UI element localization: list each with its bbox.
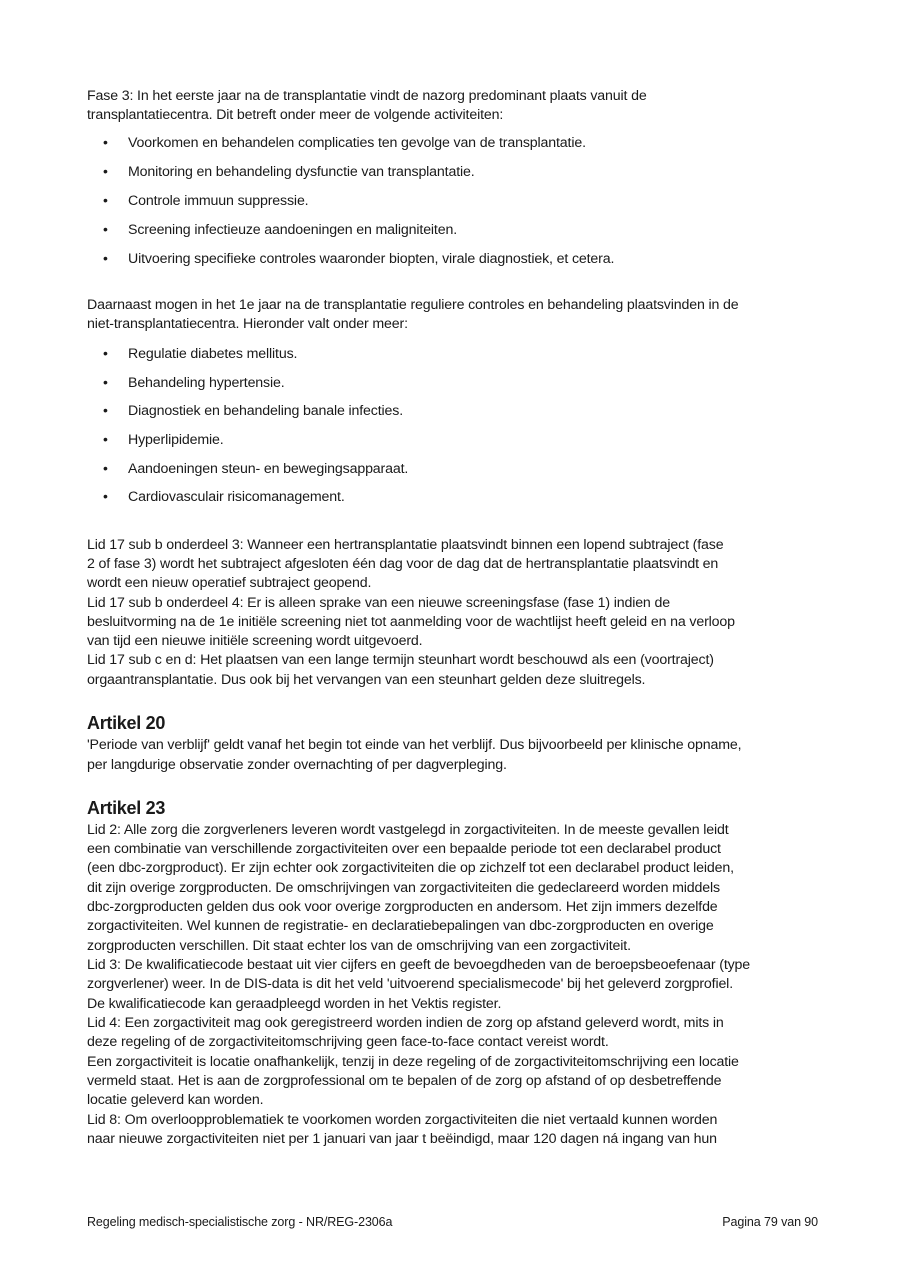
bullet-icon: • (103, 221, 108, 237)
paragraph-line: Lid 17 sub c en d: Het plaatsen van een lange termijn steunhart wordt beschouwd als een (voortraject) (87, 652, 714, 668)
list-item: Diagnostiek en behandeling banale infecties. (128, 403, 403, 419)
paragraph-line: Lid 17 sub b onderdeel 3: Wanneer een hertransplantatie plaatsvindt binnen een lopend subtraject (fase (87, 537, 724, 553)
paragraph-line: per langdurige observatie zonder overnachting of per dagverpleging. (87, 757, 507, 773)
paragraph-line: zorgactiviteiten. Wel kunnen de registratie- en declaratiebepalingen van dbc-zorgproducten en overige (87, 918, 714, 934)
paragraph-line: dbc-zorgproducten gelden dus ook voor overige zorgproducten en andersom. Het zijn immers dezelfde (87, 899, 718, 915)
bullet-icon: • (103, 374, 108, 390)
bullet-icon: • (103, 431, 108, 447)
paragraph-line: Een zorgactiviteit is locatie onafhankelijk, tenzij in deze regeling of de zorgactiviteitomschrijving een locatie (87, 1054, 739, 1070)
list-item: Aandoeningen steun- en bewegingsapparaat. (128, 461, 409, 477)
paragraph-line: deze regeling of de zorgactiviteitomschrijving geen face-to-face contact vereist wordt. (87, 1034, 609, 1050)
paragraph-line: 'Periode van verblijf' geldt vanaf het begin tot einde van het verblijf. Dus bijvoorbeeld per klinische opname, (87, 737, 742, 753)
bullet-icon: • (103, 402, 108, 418)
list-item: Hyperlipidemie. (128, 432, 224, 448)
list-item: Monitoring en behandeling dysfunctie van transplantatie. (128, 164, 475, 180)
list-item: Uitvoering specifieke controles waaronder biopten, virale diagnostiek, et cetera. (128, 251, 615, 267)
list-item: Regulatie diabetes mellitus. (128, 346, 298, 362)
list-item: Controle immuun suppressie. (128, 193, 309, 209)
paragraph-line: Lid 17 sub b onderdeel 4: Er is alleen sprake van een nieuwe screeningsfase (fase 1) indien de (87, 595, 670, 611)
list-item: Voorkomen en behandelen complicaties ten gevolge van de transplantatie. (128, 135, 586, 151)
paragraph-line: niet-transplantatiecentra. Hieronder valt onder meer: (87, 316, 408, 332)
paragraph-line: besluitvorming na de 1e initiële screening niet tot aanmelding voor de wachtlijst heeft geleid en na verloop (87, 614, 735, 630)
bullet-icon: • (103, 134, 108, 150)
bullet-icon: • (103, 250, 108, 266)
list-item: Cardiovasculair risicomanagement. (128, 489, 345, 505)
bullet-icon: • (103, 163, 108, 179)
paragraph-line: transplantatiecentra. Dit betreft onder meer de volgende activiteiten: (87, 107, 504, 123)
bullet-icon: • (103, 488, 108, 504)
bullet-icon: • (103, 192, 108, 208)
paragraph-line: wordt een nieuw operatief subtraject geopend. (87, 575, 372, 591)
document-title: Regeling medisch-specialistische zorg - NR/REG-2306a (87, 1215, 393, 1229)
paragraph-line: vermeld staat. Het is aan de zorgprofessional om te bepalen of de zorg op afstand of op desbetreffende (87, 1073, 722, 1089)
paragraph-line: dit zijn overige zorgproducten. De omschrijvingen van zorgactiviteiten die gedeclareerd worden middels (87, 880, 720, 896)
paragraph-line: Lid 3: De kwalificatiecode bestaat uit vier cijfers en geeft de bevoegdheden van de beroepsbeoefenaar (type (87, 957, 751, 973)
paragraph-line: locatie geleverd kan worden. (87, 1092, 264, 1108)
paragraph-line: Fase 3: In het eerste jaar na de transplantatie vindt de nazorg predominant plaats vanuit de (87, 88, 647, 104)
bullet-icon: • (103, 460, 108, 476)
paragraph-line: Daarnaast mogen in het 1e jaar na de transplantatie reguliere controles en behandeling plaatsvinden in de (87, 297, 739, 313)
list-item: Behandeling hypertensie. (128, 375, 285, 391)
paragraph-line: (een dbc-zorgproduct). Er zijn echter ook zorgactiviteiten die op zichzelf tot een declarabel product leiden, (87, 860, 734, 876)
paragraph-line: zorgproducten verschillen. Dit staat echter los van de omschrijving van een zorgactiviteit. (87, 938, 631, 954)
paragraph-line: van tijd een nieuwe initiële screening wordt uitgevoerd. (87, 633, 423, 649)
page-number: Pagina 79 van 90 (722, 1215, 818, 1229)
paragraph-line: Lid 8: Om overloopproblematiek te voorkomen worden zorgactiviteiten die niet vertaald kunnen worden (87, 1112, 718, 1128)
paragraph-line: zorgverlener) weer. In de DIS-data is dit het veld 'uitvoerend specialismecode' bij het geleverd zorgprofiel. (87, 976, 733, 992)
bullet-icon: • (103, 345, 108, 361)
paragraph-line: naar nieuwe zorgactiviteiten niet per 1 januari van jaar t beëindigd, maar 120 dagen ná ingang van hun (87, 1131, 717, 1147)
paragraph-line: 2 of fase 3) wordt het subtraject afgesloten één dag voor de dag dat de hertransplantatie plaatsvindt en (87, 556, 719, 572)
section-heading: Artikel 23 (87, 798, 166, 818)
paragraph-line: Lid 4: Een zorgactiviteit mag ook geregistreerd worden indien de zorg op afstand geleverd wordt, mits in (87, 1015, 724, 1031)
section-heading: Artikel 20 (87, 713, 166, 733)
paragraph-line: een combinatie van verschillende zorgactiviteiten over een bepaalde periode tot een declarabel product (87, 841, 721, 857)
paragraph-line: De kwalificatiecode kan geraadpleegd worden in het Vektis register. (87, 996, 502, 1012)
list-item: Screening infectieuze aandoeningen en maligniteiten. (128, 222, 458, 238)
paragraph-line: Lid 2: Alle zorg die zorgverleners leveren wordt vastgelegd in zorgactiviteiten. In de meeste gevallen leidt (87, 822, 729, 838)
paragraph-line: orgaantransplantatie. Dus ook bij het vervangen van een steunhart gelden deze sluitregels. (87, 672, 646, 688)
